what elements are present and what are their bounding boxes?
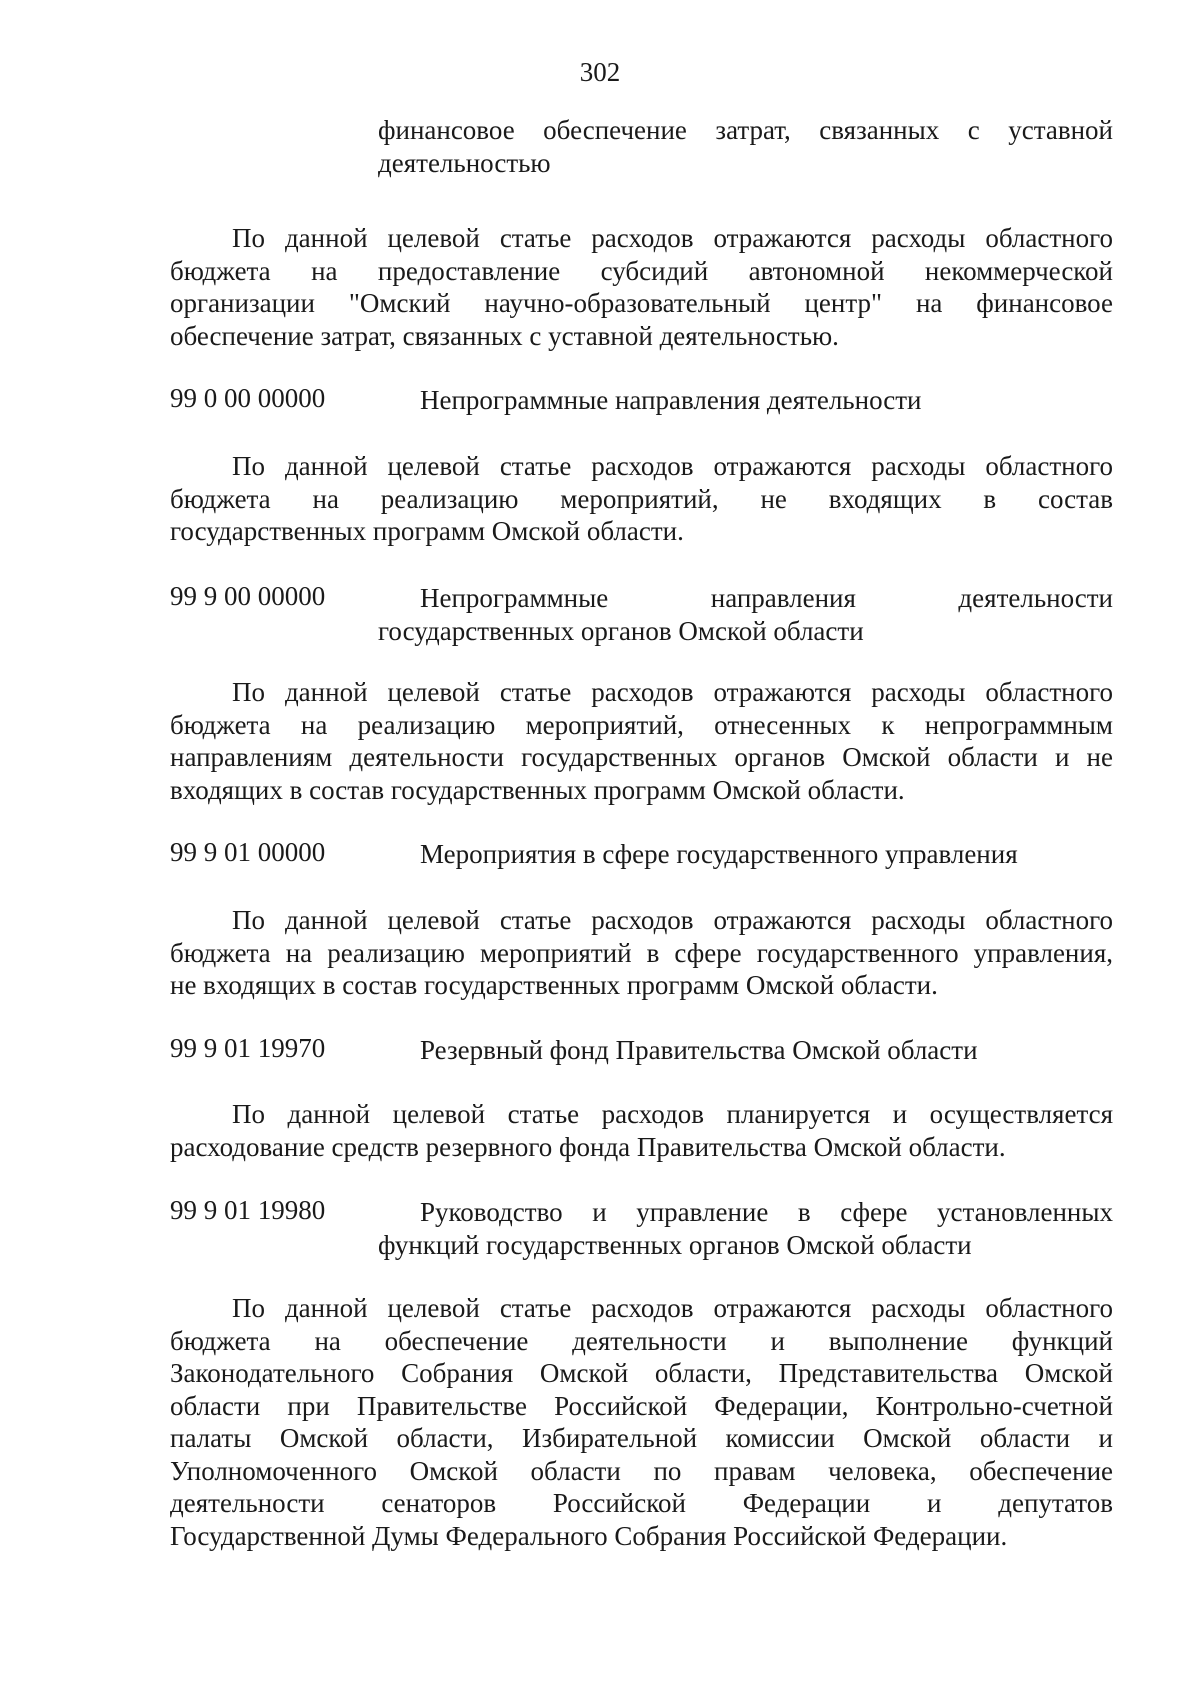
paragraph-line: По данной целевой статье расходов отражаются расходы областного — [232, 451, 1113, 481]
paragraph-line: Уполномоченного Омской области по правам человека, обеспечение — [170, 1455, 1113, 1486]
section-paragraph — [170, 904, 1113, 1002]
title-line: Непрограммные направления деятельности — [420, 583, 1113, 613]
title-line: деятельностью — [378, 147, 551, 178]
paragraph-line: государственных программ Омской области. — [170, 516, 684, 546]
section-paragraph — [170, 1098, 1113, 1163]
paragraph-line: обеспечение затрат, связанных с уставной деятельностью. — [170, 320, 839, 351]
title-line: финансовое обеспечение затрат, связанных с уставной — [378, 115, 1113, 145]
paragraph-line: области при Правительстве Российской Федерации, Контрольно-счетной — [170, 1390, 1113, 1421]
section-paragraph — [170, 222, 1113, 352]
paragraph-line: бюджета на реализацию мероприятий, не входящих в состав — [170, 483, 1113, 514]
section-code: 99 9 01 19980 — [170, 1195, 326, 1225]
title-line: Резервный фонд Правительства Омской области — [420, 1035, 978, 1065]
title-line: функций государственных органов Омской области — [378, 1229, 972, 1260]
section-title — [420, 384, 1113, 417]
paragraph-line: По данной целевой статье расходов отражаются расходы областного — [232, 677, 1113, 707]
paragraph-line: По данной целевой статье расходов отражаются расходы областного — [232, 905, 1113, 935]
section-title — [420, 1034, 1113, 1067]
paragraph-line: бюджета на обеспечение деятельности и выполнение функций — [170, 1325, 1113, 1356]
paragraph-line: организации "Омский научно-образовательный центр" на финансовое — [170, 288, 1113, 318]
section-title — [420, 838, 1113, 871]
section-code: 99 9 00 00000 — [170, 581, 326, 611]
section-code: 99 9 01 00000 — [170, 837, 326, 867]
paragraph-line: Государственной Думы Федерального Собрания Российской Федерации. — [170, 1520, 1008, 1551]
title-line: Руководство и управление в сфере установленных — [420, 1197, 1113, 1227]
title-line: государственных органов Омской области — [378, 615, 864, 646]
section-code: 99 0 00 00000 — [170, 383, 326, 413]
section-paragraph — [170, 1292, 1113, 1552]
title-line: Мероприятия в сфере государственного управления — [420, 839, 1018, 869]
paragraph-line: По данной целевой статье расходов отражаются расходы областного — [232, 1293, 1113, 1323]
paragraph-line: палаты Омской области, Избирательной комиссии Омской области и — [170, 1423, 1113, 1453]
paragraph-line: деятельности сенаторов Российской Федерации и депутатов — [170, 1488, 1113, 1518]
section-title — [378, 114, 1113, 179]
section-code: 99 9 01 19970 — [170, 1033, 326, 1063]
paragraph-line: бюджета на предоставление субсидий автономной некоммерческой — [170, 255, 1113, 286]
section-paragraph — [170, 450, 1113, 548]
paragraph-line: бюджета на реализацию мероприятий, отнесенных к непрограммным — [170, 709, 1113, 740]
section-paragraph — [170, 676, 1113, 806]
title-line: Непрограммные направления деятельности — [420, 385, 922, 415]
paragraph-line: По данной целевой статье расходов отражаются расходы областного — [232, 223, 1113, 253]
paragraph-line: входящих в состав государственных программ Омской области. — [170, 774, 905, 805]
page-number: 302 — [579, 57, 621, 87]
paragraph-line: По данной целевой статье расходов планируется и осуществляется — [232, 1099, 1113, 1129]
paragraph-line: не входящих в состав государственных программ Омской области. — [170, 970, 938, 1000]
paragraph-line: расходование средств резервного фонда Правительства Омской области. — [170, 1131, 1006, 1162]
paragraph-line: Законодательного Собрания Омской области, Представительства Омской — [170, 1358, 1113, 1388]
section-title — [378, 582, 1113, 647]
section-title — [378, 1196, 1113, 1261]
paragraph-line: направлениям деятельности государственных органов Омской области и не — [170, 742, 1113, 772]
paragraph-line: бюджета на реализацию мероприятий в сфере государственного управления, — [170, 937, 1113, 968]
